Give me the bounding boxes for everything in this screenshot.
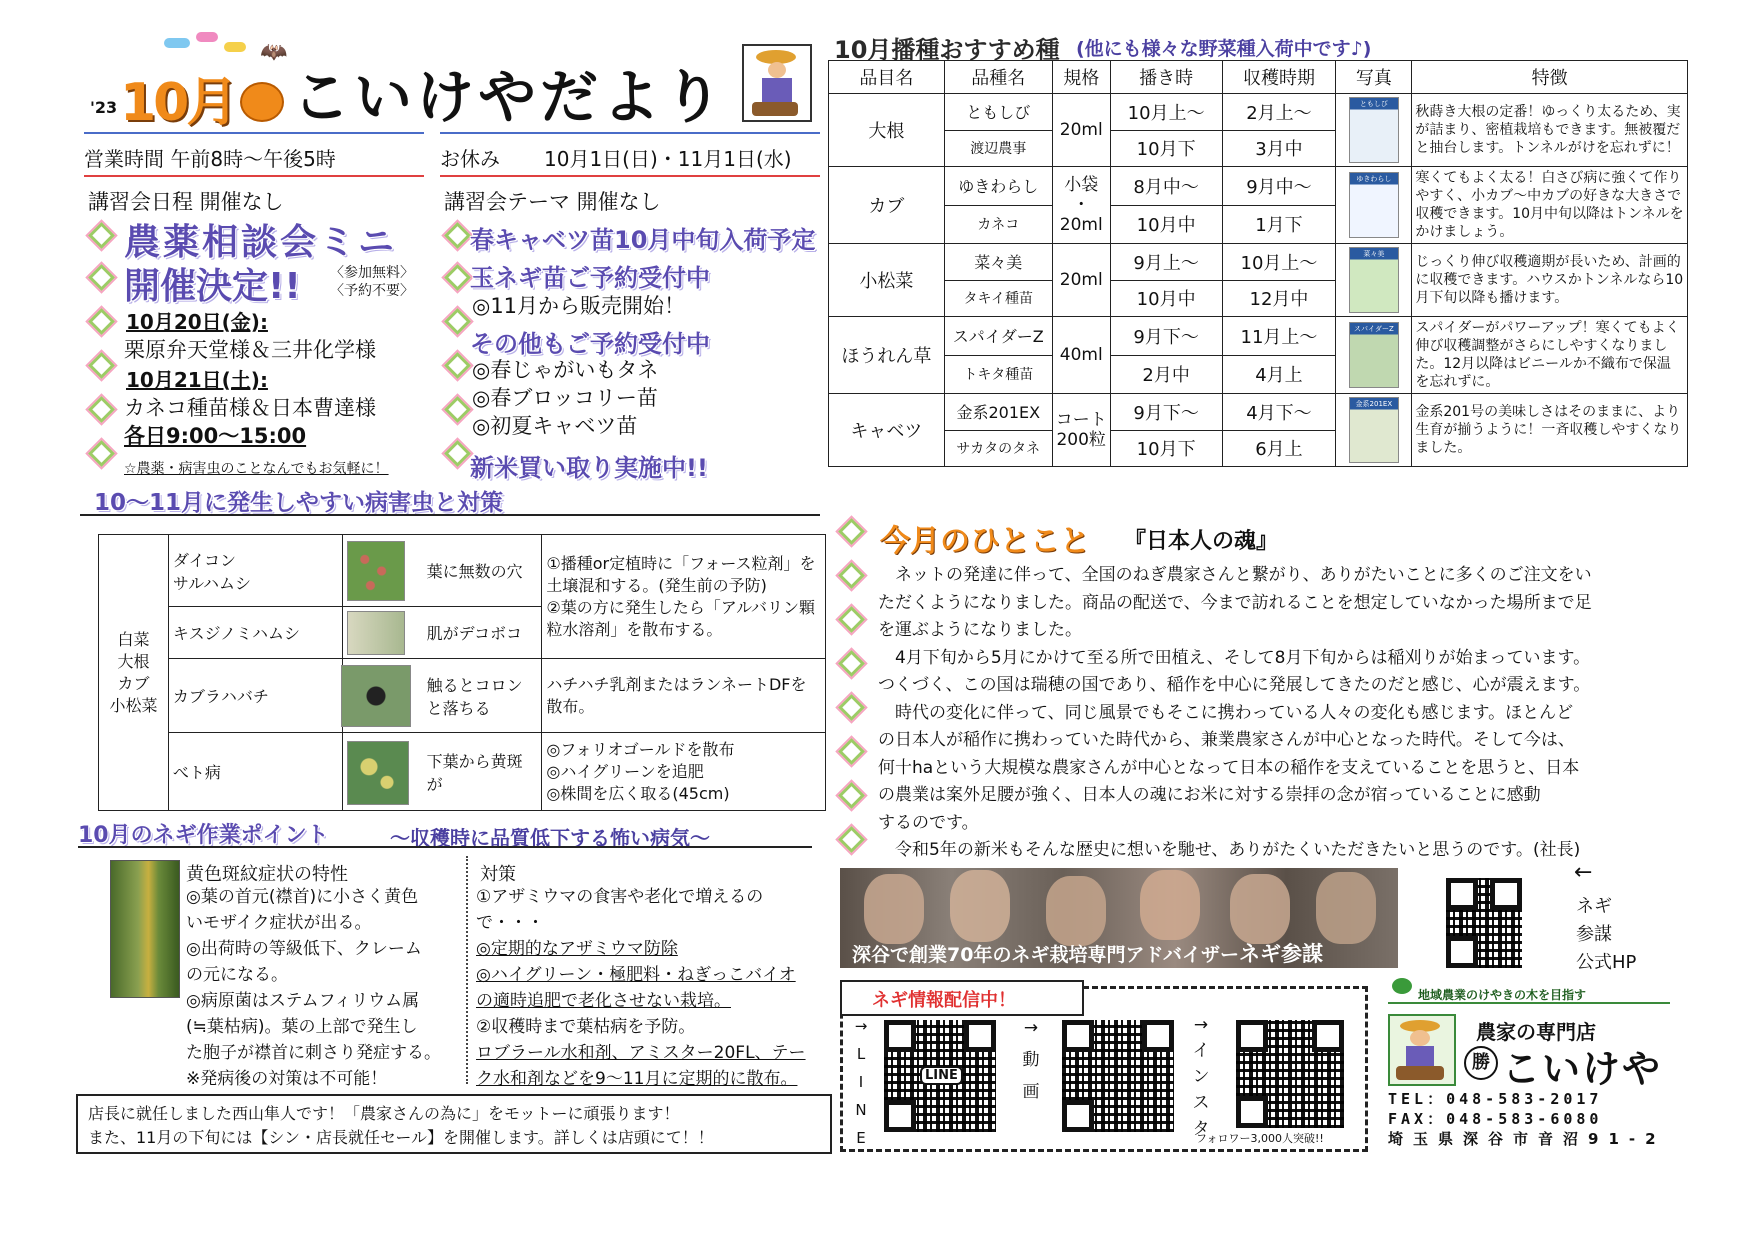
diamond-ornament [444,352,471,379]
manager-line-2: また、11月の下旬には【シン・店長就任セール】を開催します。詳しくは店頭にて！！ [88,1128,714,1147]
col-header: 播き時 [1110,61,1222,94]
diamond-ornament [88,352,115,379]
seed-variety: 菜々美 [944,244,1052,281]
pest-name: カブラハバチ [168,659,342,733]
seed-sow-end: 10月中 [1110,205,1222,244]
consult-footnote: ☆農薬・病害虫のことなんでもお気軽に！ [124,461,389,477]
news-rice-buying: 新米買い取り実施中!! [470,454,708,482]
diamond-ornament [838,694,865,721]
line-logo: LINE [920,1066,963,1085]
col-header: 特徴 [1412,61,1688,94]
negi-right-heading: 対策 [480,864,516,885]
col-header: 品目名 [829,61,945,94]
diamond-ornament [444,222,471,249]
pest-symptom-cell [342,733,542,811]
diamond-ornament [838,518,865,545]
essay-title: 今月のひとこと [880,524,1090,559]
consult-date-2: 10月21日(土): [126,368,268,392]
line-vertical-label: → L I N E [854,1017,868,1147]
seed-packet-label: スパイダーZ [1353,325,1394,333]
store-address: 埼玉県深谷市音沼91-2 [1388,1130,1666,1148]
pest-photo [347,611,405,655]
insta-followers: フォロワー3,000人突破!! [1196,1132,1324,1145]
consult-title-2: 開催決定!! [124,266,301,307]
seed-harvest-start: 2月上～ [1222,94,1336,131]
pest-measure: ◎フォリオゴールドを散布 ◎ハイグリーンを追肥 ◎株間を広く取る(45cm) [542,733,826,811]
seed-harvest-start: 4月下～ [1222,394,1336,431]
pest-measure: ①播種or定植時に「フォース粒剤」を土壌混和する。(発生前の予防) ②葉の方に発生したら「アルバリン顆粒水溶剤」を散布する。 [542,535,826,659]
seed-photo-cell [1336,394,1412,467]
seed-sow-start: 10月上～ [1110,94,1222,131]
diamond-ornament [444,440,471,467]
manager-message-box [76,1094,832,1154]
diamond-ornament [838,650,865,677]
news-onion-sub: ◎11月から販売開始！ [472,294,686,318]
seed-sow-start: 8月中～ [1110,167,1222,206]
diamond-ornament [444,308,471,335]
consult-sponsors-2: カネコ種苗様＆日本曹達様 [124,396,376,420]
farmer-illustration [742,44,812,122]
store-tagline-rule [1388,1002,1670,1004]
seed-feature: 金系201号の美味しさはそのままに、より生育が揃うように！一斉収穫しやすくなりました。 [1412,394,1688,467]
seed-sow-start: 9月下～ [1110,317,1222,356]
seed-spec: 小袋 ・ 20ml [1052,167,1110,244]
crop-name: 小松菜 [109,695,158,715]
official-arrow: ← [1574,860,1593,885]
pest-name: べト病 [168,733,342,811]
seed-title: 10月播種おすすめ種 [834,36,1060,64]
diamond-ornament [88,264,115,291]
seed-photo-cell [1336,94,1412,167]
seed-variety: 金系201EX [944,394,1052,431]
official-hp-qr[interactable] [1446,878,1522,968]
holiday-dates: 10月1日(日)・11月1日(水) [544,147,792,171]
store-tel: TEL：048-583-2017 [1388,1090,1603,1108]
seed-sow-end: 2月中 [1110,355,1222,394]
banner-caption: 深谷で創業70年のネギ栽培専門アドバイザーネギ参謀 [852,942,1324,966]
seed-feature: 寒くてもよく太る！白さび病に強くて作りやすく、小カブ～中カブの好きな大きさで収穫できます。10月中旬以降はトンネルをかけましょう。 [1412,167,1688,244]
negi-left-lines: ◎葉の首元(襟首)に小さく黄色 いモザイク症状が出る。 ◎出荷時の等級低下、クレーム の元になる。 ◎病原菌はステムフィリウム属 (≒葉枯病)。葉の上部で発生し た胞子が襟首に刺さり発症する。 ※発病後の対策は不可能！ [186,887,441,1089]
diamond-ornament [838,562,865,589]
news-cabbage-seedling: 春キャベツ苗10月中旬入荷予定 [470,226,816,254]
store-mark: 勝 [1464,1046,1498,1080]
seminar-schedule: 講習会日程 開催なし [88,190,284,214]
holiday-label: お休み [440,147,500,171]
seed-packet-photo [1349,247,1399,313]
pest-symptom: 葉に無数の穴 [426,562,523,581]
seed-row [829,317,1688,356]
seed-row [829,94,1688,131]
seed-sow-end: 10月下 [1110,130,1222,167]
official-label-1: ネギ [1576,896,1612,917]
pest-measure: ハチハチ乳剤またはランネートDFを散布。 [542,659,826,733]
seed-row [829,244,1688,281]
seed-sow-start: 9月上～ [1110,244,1222,281]
diamond-ornament [88,308,115,335]
store-type: 農家の専門店 [1476,1020,1596,1044]
diamond-ornament [838,606,865,633]
seed-harvest-start: 9月中～ [1222,167,1336,206]
pest-symptom-cell [342,607,542,659]
seed-harvest-start: 11月上～ [1222,317,1336,356]
seed-maker: カネコ [944,205,1052,244]
crop-list [99,535,169,811]
essay-subtitle: 『日本人の魂』 [1124,529,1279,554]
pest-section-title: 10～11月に発生しやすい病害虫と対策 [94,490,504,516]
store-fax: FAX：048-583-6080 [1388,1110,1603,1128]
seed-row [829,167,1688,206]
seed-sow-end: 10月中 [1110,280,1222,317]
store-tagline: 地域農業のけやきの木を目指す [1418,988,1587,1002]
manager-line-1: 店長に就任しました西山隼人です！「農家さんの為に」をモットーに頑張ります！ [88,1104,680,1123]
sns-label-box [840,980,1084,1016]
col-header: 規格 [1052,61,1110,94]
sns-label: ネギ情報配信中！ [872,990,1016,1011]
negi-right-lines: ①アザミウマの食害や老化で増えるの で・・・ ◎定期的なアザミウマ防除 ◎ハイグリーン・極肥料・ねぎっこバイオ の適時追肥で老化させない栽培。 ②収穫時まで葉枯病を予防。 ロブラール水和剤、アミスター20FL、テー ク水和剤などを9～11月に定期的に散布。 [476,887,806,1089]
header [84,30,824,133]
col-header: 写真 [1336,61,1412,94]
store-logo-box [1388,1014,1456,1086]
month-label: 10月 [120,73,236,133]
seed-packet-label: ゆきわらし [1356,175,1392,183]
seed-feature: じっくり伸び収穫適期が長いため、計画的に収穫できます。ハウスかトンネルなら10月下旬以降も播けます。 [1412,244,1688,317]
news-item: ◎春じゃがいもタネ [472,358,659,382]
seed-variety: ともしび [944,94,1052,131]
pest-name: ダイコン サルハムシ [168,535,342,607]
negi-photo [110,860,180,998]
negi-divider [466,856,468,1084]
seed-table [828,60,1688,467]
diamond-ornament [838,826,865,853]
news-onion-seedling: 玉ネギ苗ご予約受付中 [470,264,710,292]
seed-harvest-start: 10月上～ [1222,244,1336,281]
negi-subtitle: ～収穫時に品質低下する怖い病気～ [390,826,710,850]
seed-harvest-end: 12月中 [1222,280,1336,317]
tree-icon [1392,978,1412,994]
negi-title: 10月のネギ作業ポイント [78,823,329,848]
col-header: 品種名 [944,61,1052,94]
pest-symptom: 下葉から黄斑が [426,751,523,794]
seed-item: カブ [829,167,945,244]
pest-name: キスジノミハムシ [168,607,342,659]
seed-variety: ゆきわらし [944,167,1052,206]
diamond-ornament [838,782,865,809]
seed-harvest-end: 3月中 [1222,130,1336,167]
seed-packet-label: ともしび [1359,100,1388,108]
seed-sow-end: 10月下 [1110,430,1222,467]
no-reserve-note: 〈予約不要〉 [330,283,414,299]
pest-table [98,534,826,811]
news-other-reserve: その他もご予約受付中 [470,330,710,358]
video-vertical-label: → 動 画 [1022,1018,1040,1102]
seed-packet-photo [1349,172,1399,238]
seed-item: 小松菜 [829,244,945,317]
newsletter-title: こいけやだより [292,63,727,131]
consult-date-1: 10月20日(金): [126,310,268,334]
line-qr[interactable] [884,1020,996,1132]
seed-maker: タキイ種苗 [944,280,1052,317]
diamond-ornament [88,222,115,249]
seed-spec: 20ml [1052,94,1110,167]
consult-title: 農薬相談会ミニ [124,222,398,263]
col-header: 収穫時期 [1222,61,1336,94]
seed-packet-photo [1349,322,1399,388]
diamond-ornament [88,396,115,423]
candy-icon [196,32,218,42]
essay-body: ネットの発達に伴って、全国のねぎ農家さんと繋がり、ありがたいことに多くのご注文をい ただくようになりました。商品の配送で、今まで訪れることを想定していなかった場所まで足 を運ぶようになりました。 4月下旬から5月にかけて至る所で田植え、そして8月下旬からは稲刈りが始まっています。 つくづく、この国は瑞穂の国であり、稲作を中心に発展してきたのだと感じ、心が震えます。 時代の変化に伴って、同じ風景でもそこに携わっている人々の変化も感じます。ほとんど の日本人が稲作に携わっていた時代から、兼業農家さんが中心となった時代。そして今は、 何十haという大規模な農家さんが中心となって日本の稲作を支えていることを思うと、日本 の農業は案外足腰が強く、日本人の魂にお米に対する崇拝の念が宿っていることに感動 するのです。 令和5年の新米もそんな歴史に想いを馳せ、ありがたくいただきたいと思うのです。(社長) [878,565,1592,860]
seed-packet-photo [1349,97,1399,163]
seed-spec: コート 200粒 [1052,394,1110,467]
seed-maker: 渡辺農事 [944,130,1052,167]
seed-photo-cell [1336,244,1412,317]
seed-harvest-end: 6月上 [1222,430,1336,467]
official-label-3: 公式HP [1576,952,1637,973]
seed-maker: トキタ種苗 [944,355,1052,394]
news-item: ◎初夏キャベツ苗 [472,414,638,438]
pest-symptom: 肌がデコボコ [426,624,522,643]
seed-feature: スパイダーがパワーアップ！寒くてもよく伸び収穫調整がさらにしやすくなりました。12月以降はビニールか不織布で保温を忘れずに。 [1412,317,1688,394]
pest-symptom-cell [342,535,542,607]
advisor-banner [840,868,1398,968]
consult-sponsors-1: 栗原弁天堂様＆三井化学様 [124,338,376,362]
seed-feature: 秋蒔き大根の定番！ゆっくり太るため、実が詰まり、密植栽培もできます。無被覆だと抽台します。トンネルがけを忘れずに！ [1412,94,1688,167]
store-name: こいけや [1502,1047,1663,1091]
crop-name: 大根 [117,651,150,671]
seed-item: 大根 [829,94,945,167]
seed-spec: 20ml [1052,244,1110,317]
pest-photo [341,665,411,727]
candy-icon [224,42,246,52]
consult-time: 各日9:00～15:00 [124,424,307,448]
seed-packet-label: 菜々美 [1363,250,1385,258]
news-item: ◎春ブロッコリー苗 [472,386,658,410]
candy-icon [164,38,190,48]
seed-row [829,394,1688,431]
seed-item: ほうれん草 [829,317,945,394]
pest-symptom: 触るとコロンと落ちる [426,675,523,718]
seminar-theme: 講習会テーマ 開催なし [444,190,661,214]
seed-variety: スパイダーZ [944,317,1052,356]
free-note: 〈参加無料〉 [330,265,414,281]
seed-harvest-end: 4月上 [1222,355,1336,394]
year-label: '23 [90,98,118,117]
diamond-ornament [88,440,115,467]
seed-item: キャベツ [829,394,945,467]
seed-harvest-end: 1月下 [1222,205,1336,244]
pest-photo [347,541,405,601]
diamond-ornament [444,264,471,291]
crop-name: 白菜 [117,629,150,649]
seed-photo-cell [1336,167,1412,244]
pumpkin-icon [240,82,284,122]
negi-left-heading: 黄色斑紋症状の特性 [186,864,348,885]
seed-spec: 40ml [1052,317,1110,394]
crop-name: カブ [117,673,150,693]
diamond-ornament [838,738,865,765]
seed-sow-start: 9月下～ [1110,394,1222,431]
video-qr[interactable] [1062,1020,1174,1132]
bat-icon: 🦇 [260,40,288,65]
pest-photo [347,741,409,805]
seed-title-sub: (他にも様々な野菜種入荷中です♪) [1076,38,1372,60]
seed-packet-label: 金系201EX [1355,400,1393,408]
seed-maker: サカタのタネ [944,430,1052,467]
insta-vertical-label: → イ ン ス タ [1192,1015,1210,1139]
diamond-ornament [444,396,471,423]
banner-brand: ネギ参謀 [1239,942,1324,966]
insta-qr[interactable] [1236,1020,1344,1128]
seed-packet-photo [1349,397,1399,463]
seed-photo-cell [1336,317,1412,394]
official-label-2: 参謀 [1576,924,1612,945]
pest-symptom-cell [342,659,542,733]
business-hours: 営業時間 午前8時～午後5時 [84,147,336,171]
